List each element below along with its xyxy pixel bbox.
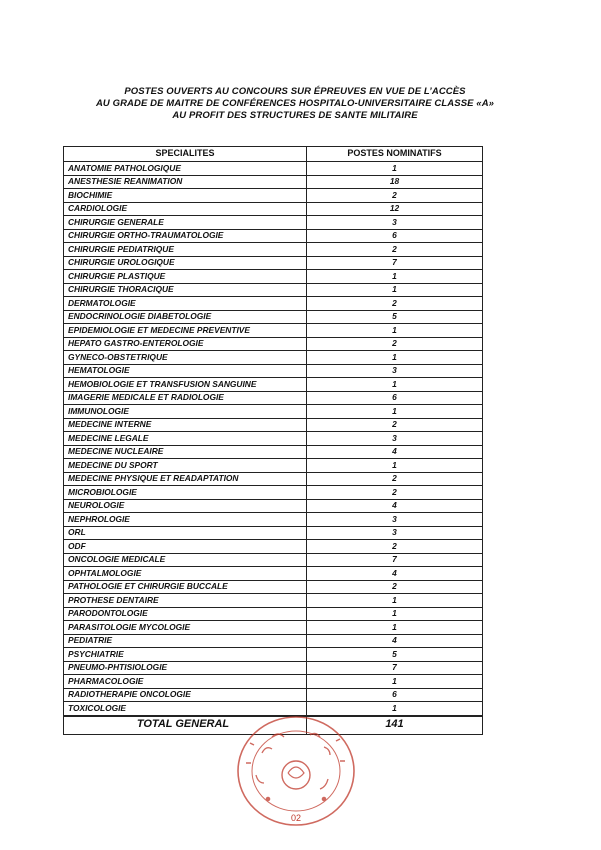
posts-cell: 7 — [307, 661, 483, 675]
posts-cell: 2 — [307, 189, 483, 203]
table-row — [64, 162, 483, 176]
table-row — [64, 189, 483, 203]
specialty-cell: CHIRURGIE UROLOGIQUE — [64, 256, 307, 270]
table-body — [64, 162, 483, 716]
table-row — [64, 243, 483, 257]
table-row — [64, 229, 483, 243]
posts-cell: 1 — [307, 621, 483, 635]
table-row — [64, 405, 483, 419]
specialty-cell: HEPATO GASTRO-ENTEROLOGIE — [64, 337, 307, 351]
posts-cell: 2 — [307, 243, 483, 257]
posts-cell: 4 — [307, 567, 483, 581]
table-row — [64, 675, 483, 689]
specialty-cell: ORL — [64, 526, 307, 540]
specialty-cell: MEDECINE LEGALE — [64, 432, 307, 446]
posts-cell: 1 — [307, 324, 483, 338]
posts-cell: 2 — [307, 418, 483, 432]
specialty-cell: MEDECINE PHYSIQUE ET READAPTATION — [64, 472, 307, 486]
posts-cell: 1 — [307, 675, 483, 689]
table-row — [64, 310, 483, 324]
table-row — [64, 513, 483, 527]
specialty-cell: ONCOLOGIE MEDICALE — [64, 553, 307, 567]
posts-table — [63, 146, 483, 735]
specialty-cell: CHIRURGIE PLASTIQUE — [64, 270, 307, 284]
table-row — [64, 472, 483, 486]
specialty-column-header: SPECIALITES — [64, 147, 307, 162]
table-row — [64, 175, 483, 189]
table-row — [64, 337, 483, 351]
specialty-cell: OPHTALMOLOGIE — [64, 567, 307, 581]
posts-cell: 2 — [307, 337, 483, 351]
table-row — [64, 216, 483, 230]
posts-cell: 1 — [307, 162, 483, 176]
specialty-cell: EPIDEMIOLOGIE ET MEDECINE PREVENTIVE — [64, 324, 307, 338]
table-row — [64, 351, 483, 365]
table-row — [64, 580, 483, 594]
specialty-cell: DERMATOLOGIE — [64, 297, 307, 311]
table-row — [64, 445, 483, 459]
posts-cell: 7 — [307, 256, 483, 270]
specialty-cell: PEDIATRIE — [64, 634, 307, 648]
total-label: TOTAL GENERAL — [64, 716, 307, 735]
posts-cell: 18 — [307, 175, 483, 189]
posts-cell: 1 — [307, 378, 483, 392]
posts-cell: 6 — [307, 229, 483, 243]
table-row — [64, 283, 483, 297]
posts-cell: 3 — [307, 526, 483, 540]
table-row — [64, 324, 483, 338]
posts-cell: 3 — [307, 432, 483, 446]
specialty-cell: PNEUMO-PHTISIOLOGIE — [64, 661, 307, 675]
specialty-cell: CHIRURGIE GENERALE — [64, 216, 307, 230]
specialty-cell: CHIRURGIE THORACIQUE — [64, 283, 307, 297]
specialty-cell: GYNECO-OBSTETRIQUE — [64, 351, 307, 365]
specialty-cell: CHIRURGIE ORTHO-TRAUMATOLOGIE — [64, 229, 307, 243]
posts-cell: 7 — [307, 553, 483, 567]
stamp-number: 02 — [290, 813, 302, 823]
specialty-cell: ENDOCRINOLOGIE DIABETOLOGIE — [64, 310, 307, 324]
table-row — [64, 270, 483, 284]
table-row — [64, 607, 483, 621]
total-value: 141 — [307, 716, 483, 735]
posts-cell: 5 — [307, 648, 483, 662]
specialty-cell: ANESTHESIE REANIMATION — [64, 175, 307, 189]
title-line: AU GRADE DE MAITRE DE CONFÉRENCES HOSPITALO-UNIVERSITAIRE CLASSE «A» — [95, 98, 495, 109]
table-row — [64, 256, 483, 270]
specialty-cell: PSYCHIATRIE — [64, 648, 307, 662]
posts-cell: 2 — [307, 472, 483, 486]
posts-cell: 3 — [307, 216, 483, 230]
specialty-cell: IMMUNOLOGIE — [64, 405, 307, 419]
posts-cell: 1 — [307, 607, 483, 621]
posts-cell: 4 — [307, 499, 483, 513]
specialty-cell: PARASITOLOGIE MYCOLOGIE — [64, 621, 307, 635]
table-row — [64, 202, 483, 216]
posts-cell: 6 — [307, 688, 483, 702]
table-row — [64, 418, 483, 432]
table-row — [64, 432, 483, 446]
posts-cell: 4 — [307, 445, 483, 459]
posts-cell: 4 — [307, 634, 483, 648]
posts-cell: 1 — [307, 351, 483, 365]
specialty-cell: NEUROLOGIE — [64, 499, 307, 513]
official-stamp — [232, 713, 360, 831]
specialty-cell: MEDECINE INTERNE — [64, 418, 307, 432]
posts-cell: 2 — [307, 540, 483, 554]
specialty-cell: HEMATOLOGIE — [64, 364, 307, 378]
specialty-cell: ANATOMIE PATHOLOGIQUE — [64, 162, 307, 176]
specialty-cell: RADIOTHERAPIE ONCOLOGIE — [64, 688, 307, 702]
posts-column-header: POSTES NOMINATIFS — [307, 147, 483, 162]
table-header-row — [64, 147, 483, 162]
posts-cell: 1 — [307, 459, 483, 473]
posts-cell: 6 — [307, 391, 483, 405]
specialty-cell: MEDECINE DU SPORT — [64, 459, 307, 473]
table-row — [64, 553, 483, 567]
specialty-cell: MICROBIOLOGIE — [64, 486, 307, 500]
specialty-cell: TOXICOLOGIE — [64, 702, 307, 716]
specialty-cell: NEPHROLOGIE — [64, 513, 307, 527]
specialty-cell: PHARMACOLOGIE — [64, 675, 307, 689]
specialty-cell: ODF — [64, 540, 307, 554]
posts-cell: 5 — [307, 310, 483, 324]
posts-cell: 1 — [307, 283, 483, 297]
table-row — [64, 378, 483, 392]
table-row — [64, 499, 483, 513]
posts-cell: 12 — [307, 202, 483, 216]
specialty-cell: PROTHESE DENTAIRE — [64, 594, 307, 608]
table-row — [64, 297, 483, 311]
posts-cell: 2 — [307, 580, 483, 594]
table-row — [64, 391, 483, 405]
posts-cell: 1 — [307, 270, 483, 284]
table-row — [64, 567, 483, 581]
document-title — [60, 86, 530, 122]
posts-cell: 1 — [307, 702, 483, 716]
posts-cell: 2 — [307, 297, 483, 311]
title-line: AU PROFIT DES STRUCTURES DE SANTE MILITAIRE — [172, 110, 418, 121]
table-row — [64, 648, 483, 662]
table-row — [64, 459, 483, 473]
specialty-cell: PATHOLOGIE ET CHIRURGIE BUCCALE — [64, 580, 307, 594]
table-row — [64, 526, 483, 540]
specialty-cell: BIOCHIMIE — [64, 189, 307, 203]
specialty-cell: CHIRURGIE PEDIATRIQUE — [64, 243, 307, 257]
posts-cell: 3 — [307, 513, 483, 527]
specialty-cell: HEMOBIOLOGIE ET TRANSFUSION SANGUINE — [64, 378, 307, 392]
posts-cell: 3 — [307, 364, 483, 378]
table-row — [64, 540, 483, 554]
table-row — [64, 364, 483, 378]
title-line: POSTES OUVERTS AU CONCOURS SUR ÉPREUVES EN VUE DE L’ACCÈS — [124, 86, 466, 97]
specialty-cell: PARODONTOLOGIE — [64, 607, 307, 621]
table-row — [64, 661, 483, 675]
specialty-cell: MEDECINE NUCLEAIRE — [64, 445, 307, 459]
posts-cell: 2 — [307, 486, 483, 500]
table-row — [64, 634, 483, 648]
specialty-cell: IMAGERIE MEDICALE ET RADIOLOGIE — [64, 391, 307, 405]
table-row — [64, 594, 483, 608]
table-row — [64, 486, 483, 500]
posts-cell: 1 — [307, 594, 483, 608]
posts-cell: 1 — [307, 405, 483, 419]
table-row — [64, 621, 483, 635]
table-row — [64, 688, 483, 702]
specialty-cell: CARDIOLOGIE — [64, 202, 307, 216]
